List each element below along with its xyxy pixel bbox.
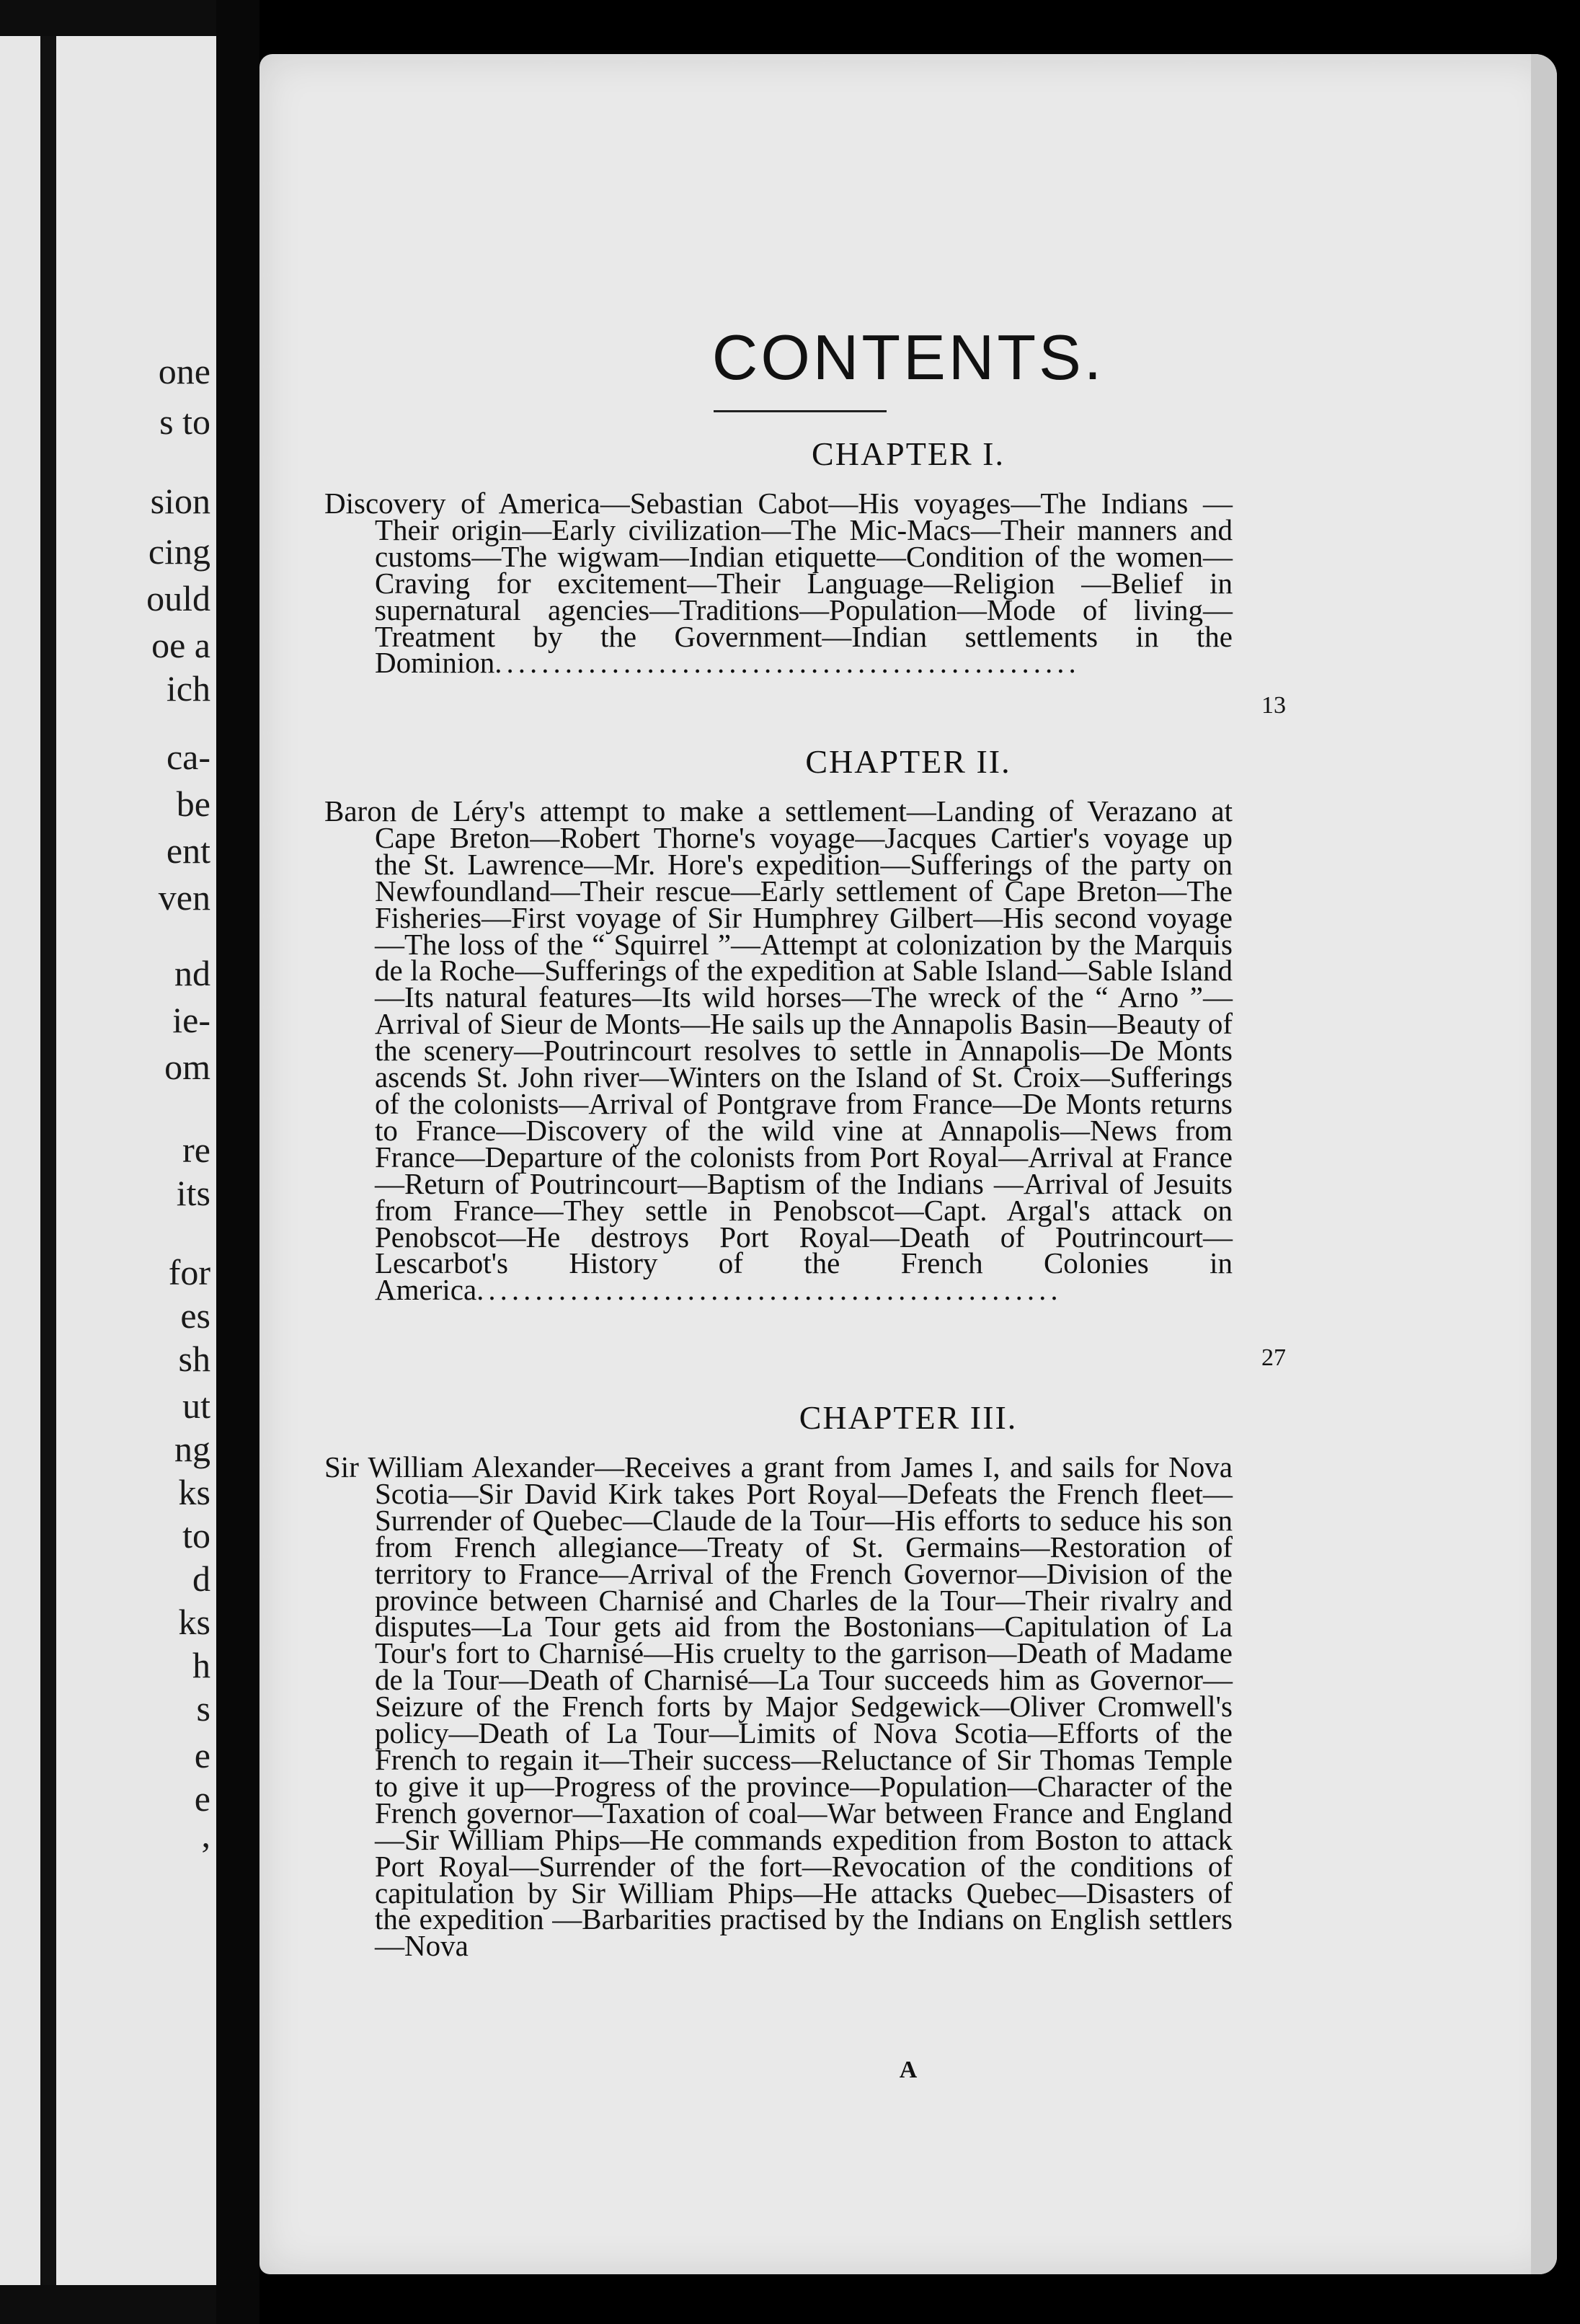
previous-page-fragment: nd: [174, 953, 210, 993]
chapter-summary: [324, 487, 1233, 680]
chapter-page-number: 13: [1261, 692, 1286, 719]
previous-page-fragment: ut: [182, 1385, 210, 1426]
dot-leader: ..................................................: [494, 646, 1080, 680]
previous-page-fragment: its: [176, 1173, 210, 1213]
previous-page-fragment: ks: [178, 1602, 210, 1642]
previous-page-fragment: s to: [159, 402, 210, 442]
previous-page-fragment: ent: [166, 830, 210, 871]
dot-leader: ..................................................: [476, 1273, 1062, 1307]
previous-page-fragment: ng: [174, 1429, 210, 1469]
chapter-summary-text: Baron de Léry's attempt to make a settlement—Landing of Verazano at Cape Breton—Robert Thorne's voyage—Jacques Cartier's voyage up the St. Lawrence—Mr. Hore's expedition—Sufferings of the party on Newfoundland—Their rescue—Early settlement of Cape Breton—The Fisheries—First voyage of Sir Humphrey Gilbert—His second voyage—The loss of the “ Squirrel ”—Attempt at colonization by the Marquis de la Roche—Sufferings of the expedition at Sable Island—Sable Island—Its natural features—Its wild horses—The wreck of the “ Arno ”—Arrival of Sieur de Monts—He sails up the Annapolis Basin—Beauty of the scenery—Poutrincourt resolves to settle in Annapolis—De Monts ascends St. John river—Winters on the Island of St. Croix—Sufferings of the colonists—Arrival of Pontgrave from France—De Monts returns to France—Discovery of the wild vine at Annapolis—News from France—Departure of the colonists from Port Royal—Arrival at France—Return of Poutrincourt—Baptism of the Indians —Arrival of Jesuits from France—They settle in Penobscot—Capt. Argal's attack on Penobscot—He destroys Port Royal—Death of Poutrincourt—Lescarbot's History of the French Colonies in America: [324, 794, 1233, 1307]
signature-mark: A: [899, 2057, 918, 2083]
previous-page-fragment: d: [192, 1558, 210, 1599]
previous-page-fragment: e: [194, 1735, 210, 1775]
contents-body: [259, 54, 1557, 2274]
previous-page-fragment: cing: [148, 531, 210, 572]
page-gutter: [216, 0, 259, 2324]
previous-page-fragment: ,: [201, 1814, 210, 1855]
contents-page: [259, 54, 1557, 2274]
previous-page-fragment: to: [182, 1515, 210, 1556]
previous-page-fragment: one: [158, 351, 210, 391]
chapter-summary-text: Sir William Alexander—Receives a grant from James I, and sails for Nova Scotia—Sir David Kirk takes Port Royal—Defeats the French fleet—Surrender of Quebec—Claude de la Tour—His efforts to seduce his son from French allegiance—Treaty of St. Germains—Restoration of territory to France—Arrival of the French Governor—Division of the province between Charnisé and Charles de la Tour—Their rivalry and disputes—La Tour gets aid from the Bostonians—Capitulation of La Tour's fort to Charnisé—His cruelty to the garrison—Death of Madame de la Tour—Death of Charnisé—La Tour succeeds him as Governor—Seizure of the French forts by Major Sedgewick—Oliver Cromwell's policy—Death of La Tour—Limits of Nova Scotia—Efforts of the French to regain it—Their success—Reluctance of Sir Thomas Temple to give it up—Progress of the province—Population—Character of the French governor—Taxation of coal—War between France and England—Sir William Phips—He commands expedition from Boston to attack Port Royal—Surrender of the fort—Revocation of the conditions of capitulation by Sir William Phips—He attacks Quebec—Disasters of the expedition —Barbarities practised by the Indians on English settlers—Nova: [324, 1450, 1233, 1963]
previous-page-fragment: sion: [150, 481, 210, 521]
previous-page-fragment: oe a: [151, 625, 210, 665]
previous-page-fragment: ich: [166, 668, 210, 709]
chapter-heading: CHAPTER III.: [799, 1399, 1018, 1436]
title-rule: [714, 410, 887, 412]
previous-page-fragment: sh: [178, 1339, 210, 1379]
chapter-summary-text: Discovery of America—Sebastian Cabot—His voyages—The Indians —Their origin—Early civilization—The Mic-Macs—Their manners and customs—The wigwam—Indian etiquette—Condition of the women—Craving for excitement—Their Language—Religion —Belief in supernatural agencies—Traditions—Population—Mode of living—Treatment by the Government—Indian settlements in the Dominion: [324, 487, 1233, 680]
previous-page-fragment: ca-: [166, 737, 210, 777]
previous-page: [0, 36, 216, 2285]
previous-page-fragment: re: [182, 1130, 210, 1170]
previous-page-fragment: ven: [158, 877, 210, 918]
previous-page-fragment: h: [192, 1645, 210, 1685]
previous-page-fragment: ks: [178, 1472, 210, 1512]
chapter-summary: [324, 1450, 1233, 1963]
previous-page-fragment: s: [196, 1688, 210, 1729]
chapter-page-number: 27: [1261, 1344, 1286, 1371]
previous-page-fragment: for: [168, 1252, 210, 1292]
previous-page-fragment: om: [164, 1047, 210, 1087]
previous-page-fragment: es: [180, 1295, 210, 1336]
previous-page-fragment: be: [176, 784, 210, 824]
page-title: CONTENTS.: [711, 321, 1105, 393]
chapter-heading: CHAPTER II.: [805, 743, 1011, 780]
previous-page-fragment: ould: [146, 578, 210, 618]
chapter-heading: CHAPTER I.: [812, 435, 1005, 472]
previous-page-fragment: ie-: [172, 1000, 210, 1040]
chapter-summary: [324, 794, 1233, 1307]
previous-page-fragment: e: [194, 1778, 210, 1819]
previous-page-spine-shadow: [40, 36, 56, 2285]
